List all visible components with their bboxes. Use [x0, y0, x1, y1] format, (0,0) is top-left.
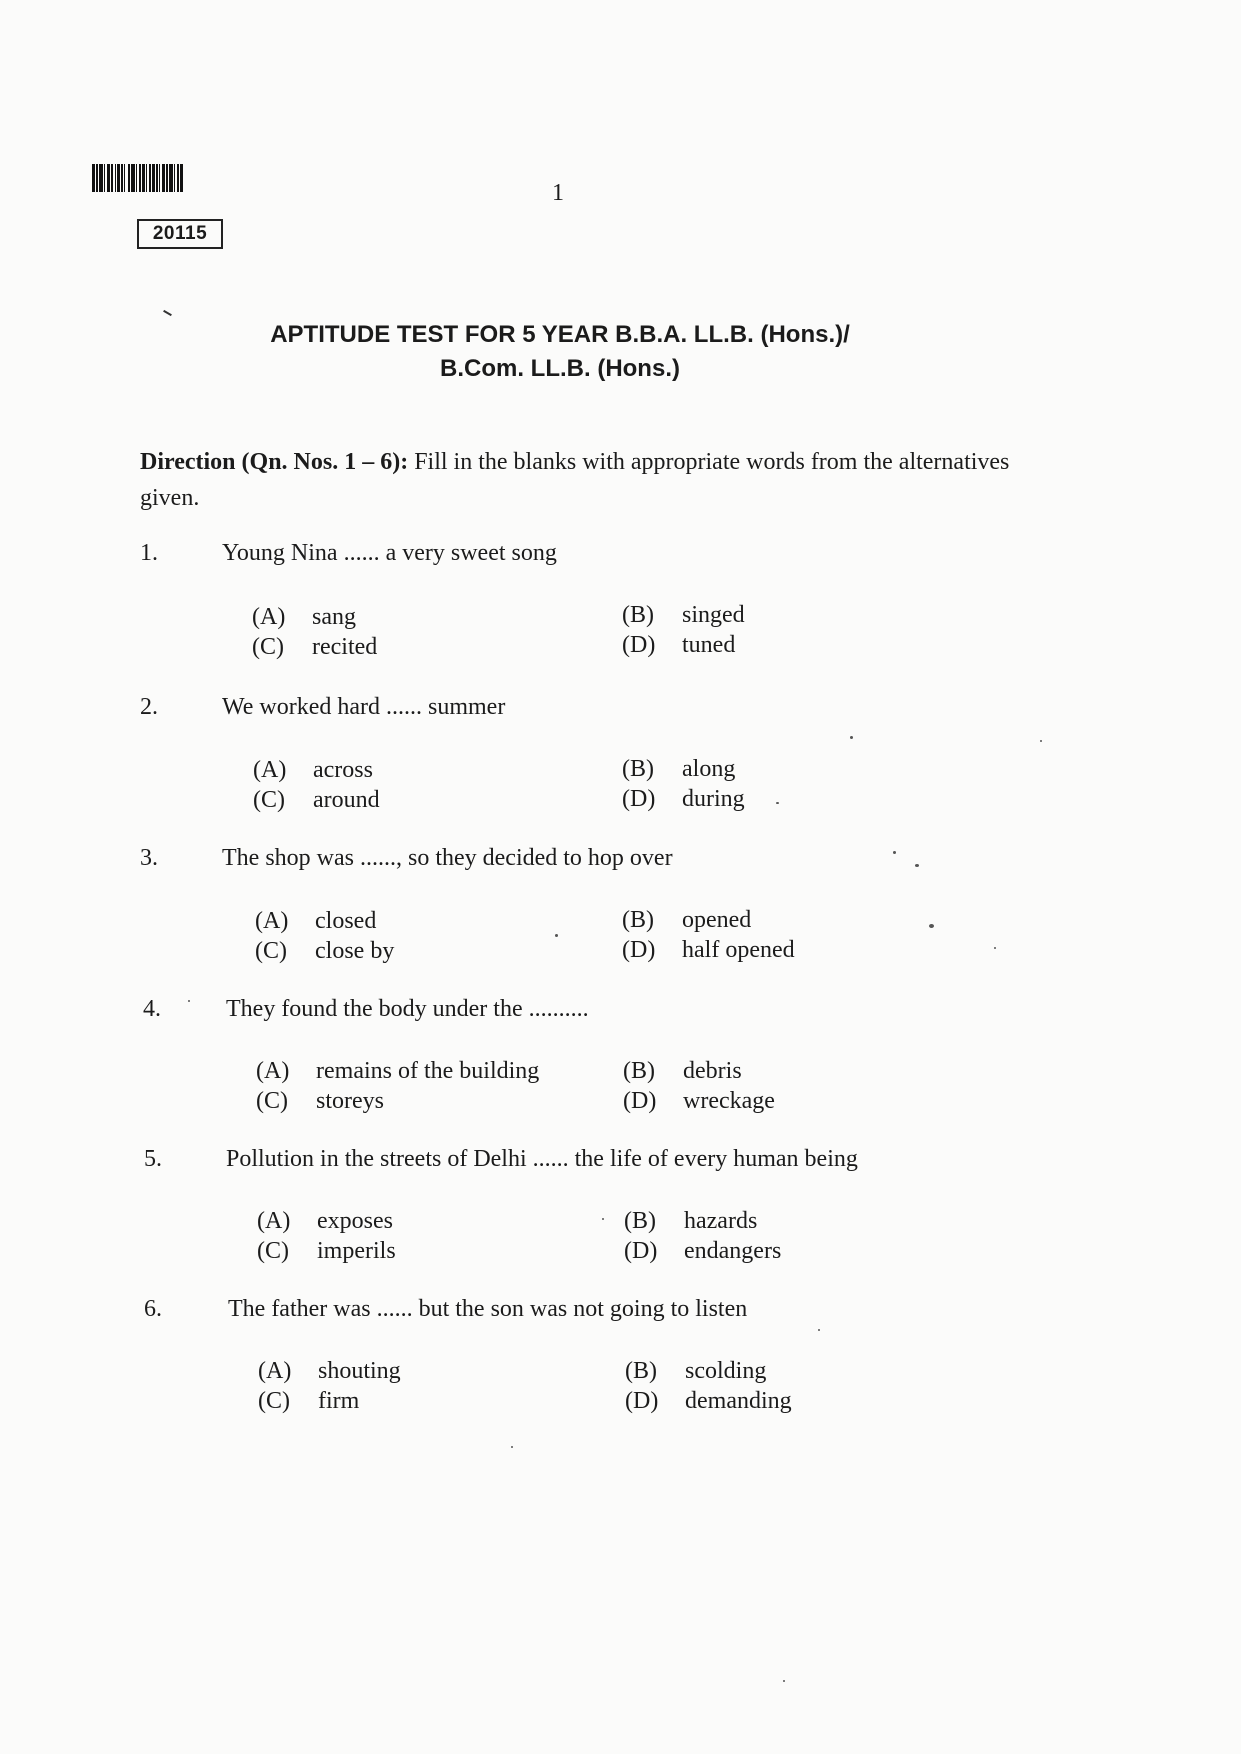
- option-text: demanding: [685, 1388, 792, 1414]
- exam-title-line-2: B.Com. LL.B. (Hons.): [440, 355, 680, 382]
- option-d: [623, 1088, 775, 1115]
- scan-speck: [783, 1680, 785, 1682]
- option-c: [253, 787, 380, 814]
- option-a: [252, 604, 356, 631]
- option-text: hazards: [684, 1208, 758, 1234]
- option-text: endangers: [684, 1238, 782, 1264]
- option-label: (B): [623, 1058, 655, 1084]
- option-text: firm: [318, 1388, 360, 1414]
- option-a: [257, 1208, 393, 1235]
- option-label: (B): [625, 1358, 657, 1384]
- option-text: shouting: [318, 1358, 401, 1384]
- option-d: [622, 937, 795, 964]
- question-text: The shop was ......, so they decided to hop over: [222, 845, 673, 871]
- question-text: Young Nina ...... a very sweet song: [222, 540, 557, 566]
- option-text: recited: [312, 634, 378, 660]
- option-text: scolding: [685, 1358, 767, 1384]
- scan-speck: [850, 736, 853, 739]
- option-label: (A): [255, 908, 289, 934]
- option-c: [258, 1388, 359, 1415]
- scan-speck: [602, 1218, 604, 1220]
- option-c: [252, 634, 377, 661]
- exam-title: [200, 318, 920, 386]
- option-b: [622, 756, 735, 783]
- option-b: [622, 602, 745, 629]
- option-text: sang: [312, 604, 356, 630]
- option-label: (B): [622, 602, 654, 628]
- question-text: They found the body under the ..........: [226, 996, 589, 1022]
- option-label: (A): [257, 1208, 291, 1234]
- option-label: (C): [257, 1238, 289, 1264]
- paper-code: 20115: [137, 219, 223, 249]
- option-d: [622, 632, 735, 659]
- option-label: (D): [622, 786, 656, 812]
- scan-speck: [915, 864, 919, 867]
- option-c: [257, 1238, 396, 1265]
- option-text: tuned: [682, 632, 736, 658]
- option-label: (D): [625, 1388, 659, 1414]
- option-text: half opened: [682, 937, 795, 963]
- option-label: (A): [258, 1358, 292, 1384]
- direction-label: Direction (Qn. Nos. 1 – 6):: [140, 449, 409, 475]
- question-number: 2.: [140, 694, 158, 720]
- option-label: (A): [256, 1058, 290, 1084]
- question-number: 3.: [140, 845, 158, 871]
- direction: [140, 444, 1020, 516]
- scan-speck: [1040, 740, 1042, 742]
- option-text: imperils: [317, 1238, 396, 1264]
- option-text: exposes: [317, 1208, 393, 1234]
- barcode: [92, 164, 252, 192]
- option-label: (C): [253, 787, 285, 813]
- question-number: 6.: [144, 1296, 162, 1322]
- question-text: The father was ...... but the son was not going to listen: [228, 1296, 748, 1322]
- scan-speck: [188, 1000, 190, 1002]
- option-a: [256, 1058, 539, 1085]
- question-text: We worked hard ...... summer: [222, 694, 506, 720]
- option-text: closed: [315, 908, 377, 934]
- option-d: [625, 1388, 792, 1415]
- option-text: debris: [683, 1058, 742, 1084]
- option-label: (C): [258, 1388, 290, 1414]
- option-label: (D): [624, 1238, 658, 1264]
- option-c: [256, 1088, 384, 1115]
- option-label: (A): [252, 604, 286, 630]
- option-b: [622, 907, 751, 934]
- option-a: [253, 757, 373, 784]
- option-label: (D): [622, 632, 656, 658]
- option-label: (B): [622, 756, 654, 782]
- option-label: (A): [253, 757, 287, 783]
- scan-speck: [776, 802, 779, 804]
- question-number: 1.: [140, 540, 158, 566]
- option-text: around: [313, 787, 380, 813]
- scan-speck: [511, 1446, 513, 1448]
- option-label: (C): [255, 938, 287, 964]
- option-text: opened: [682, 907, 752, 933]
- option-text: across: [313, 757, 373, 783]
- option-d: [622, 786, 745, 813]
- option-text: close by: [315, 938, 395, 964]
- scan-speck: [893, 851, 896, 854]
- option-text: during: [682, 786, 745, 812]
- scan-speck: [929, 924, 934, 928]
- option-b: [625, 1358, 766, 1385]
- option-b: [623, 1058, 742, 1085]
- option-text: wreckage: [683, 1088, 775, 1114]
- question-number: 5.: [144, 1146, 162, 1172]
- option-label: (D): [623, 1088, 657, 1114]
- stray-mark: [163, 310, 172, 316]
- option-label: (B): [622, 907, 654, 933]
- option-a: [255, 908, 376, 935]
- scan-speck: [994, 947, 996, 949]
- option-b: [624, 1208, 757, 1235]
- option-label: (D): [622, 937, 656, 963]
- option-text: storeys: [316, 1088, 384, 1114]
- question-text: Pollution in the streets of Delhi ...... the life of every human being: [226, 1146, 858, 1172]
- option-text: remains of the building: [316, 1058, 540, 1084]
- option-d: [624, 1238, 781, 1265]
- option-label: (C): [252, 634, 284, 660]
- option-text: along: [682, 756, 736, 782]
- option-a: [258, 1358, 401, 1385]
- option-text: singed: [682, 602, 745, 628]
- option-c: [255, 938, 394, 965]
- scan-speck: [818, 1329, 820, 1331]
- exam-title-line-1: APTITUDE TEST FOR 5 YEAR B.B.A. LL.B. (Hons.)/: [270, 321, 850, 348]
- scan-speck: [555, 934, 558, 937]
- option-label: (C): [256, 1088, 288, 1114]
- question-number: 4.: [143, 996, 161, 1022]
- page-number: 1: [552, 180, 564, 206]
- direction-text: Fill in the blanks with appropriate words from the alternatives given.: [140, 449, 1010, 511]
- option-label: (B): [624, 1208, 656, 1234]
